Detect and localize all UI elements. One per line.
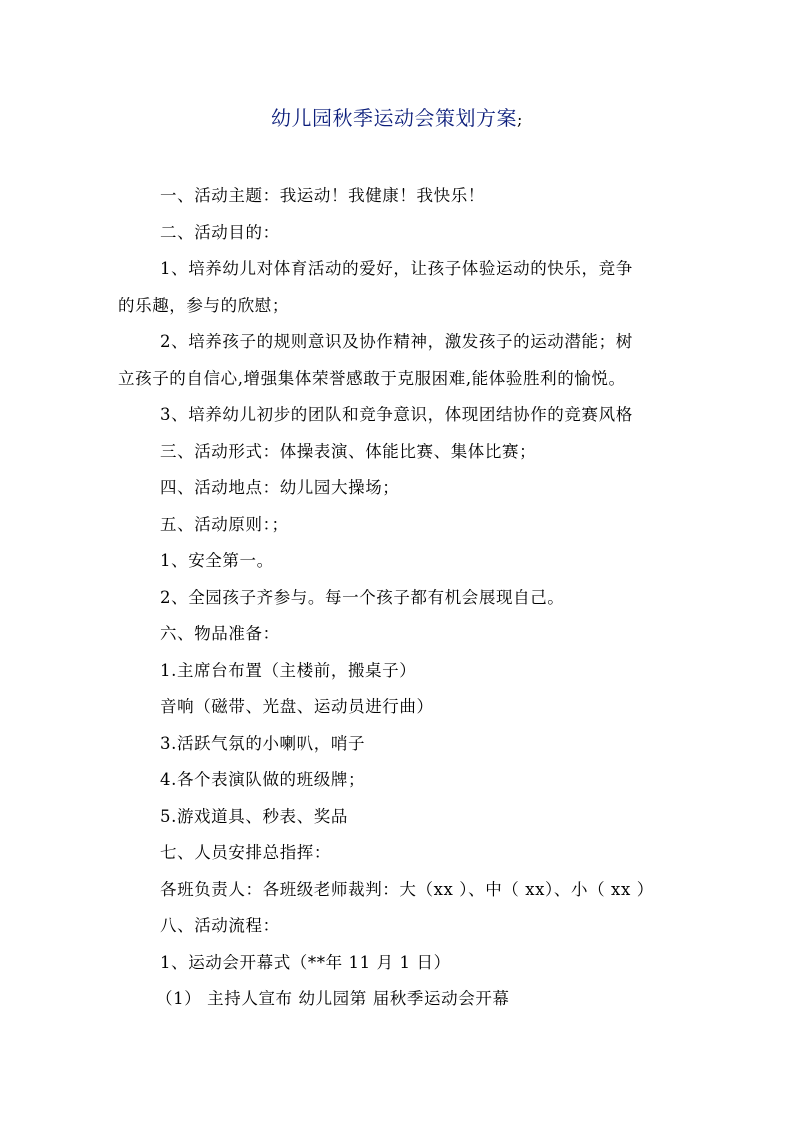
paragraph-line: 1.主席台布置（主楼前，搬桌子） bbox=[160, 660, 417, 680]
paragraph-line: 五、活动原则：； bbox=[160, 514, 289, 534]
paragraph-line: 一、活动主题：我运动！我健康！我快乐！ bbox=[160, 186, 485, 205]
paragraph-line: 3、培养幼儿初步的团队和竞争意识，体现团结协作的竞赛风格 bbox=[160, 405, 633, 424]
document-title-mark: ; bbox=[517, 110, 523, 129]
paragraph-line: 1、安全第一。 bbox=[160, 551, 274, 570]
paragraph-line: 2、培养孩子的规则意识及协作精神，激发孩子的运动潜能；树 bbox=[160, 332, 633, 351]
paragraph-line: 六、物品准备： bbox=[160, 624, 280, 643]
paragraph-line: 四、活动地点：幼儿园大操场； bbox=[160, 478, 400, 497]
paragraph-line: 1、运动会开幕式（**年 11 月 1 日） bbox=[160, 952, 451, 972]
document-title bbox=[0, 104, 794, 134]
paragraph-line: 1、培养幼儿对体育活动的爱好，让孩子体验运动的快乐，竞争 bbox=[160, 259, 633, 278]
paragraph-line: 的乐趣，参与的欣慰； bbox=[118, 295, 289, 315]
paragraph-line: 各班负责人：各班级老师裁判：大（xx ）、中（ xx）、小（ xx ） bbox=[160, 879, 654, 899]
paragraph-line: 立孩子的自信心,增强集体荣誉感敢于克服困难,能体验胜利的愉悦。 bbox=[118, 368, 626, 388]
paragraph-line: 八、活动流程： bbox=[160, 916, 280, 935]
paragraph-line: 4.各个表演队做的班级牌； bbox=[160, 770, 366, 789]
paragraph-line: 3.活跃气氛的小喇叭，哨子 bbox=[160, 733, 366, 753]
paragraph-line: （1） 主持人宣布 幼儿园第 届秋季运动会开幕 bbox=[156, 989, 510, 1008]
paragraph-line: 三、活动形式：体操表演、体能比赛、集体比赛； bbox=[160, 441, 537, 461]
paragraph-line: 二、活动目的： bbox=[160, 222, 280, 242]
paragraph-line: 音响（磁带、光盘、运动员进行曲） bbox=[160, 697, 434, 716]
paragraph-line: 5.游戏道具、秒表、奖品 bbox=[160, 806, 348, 826]
document-title-text: 幼儿园秋季运动会策划方案 bbox=[271, 106, 518, 130]
paragraph-line: 2、全园孩子齐参与。每一个孩子都有机会展现自己。 bbox=[160, 587, 565, 607]
paragraph-line: 七、人员安排总指挥： bbox=[160, 843, 331, 862]
document-body bbox=[118, 178, 678, 1018]
